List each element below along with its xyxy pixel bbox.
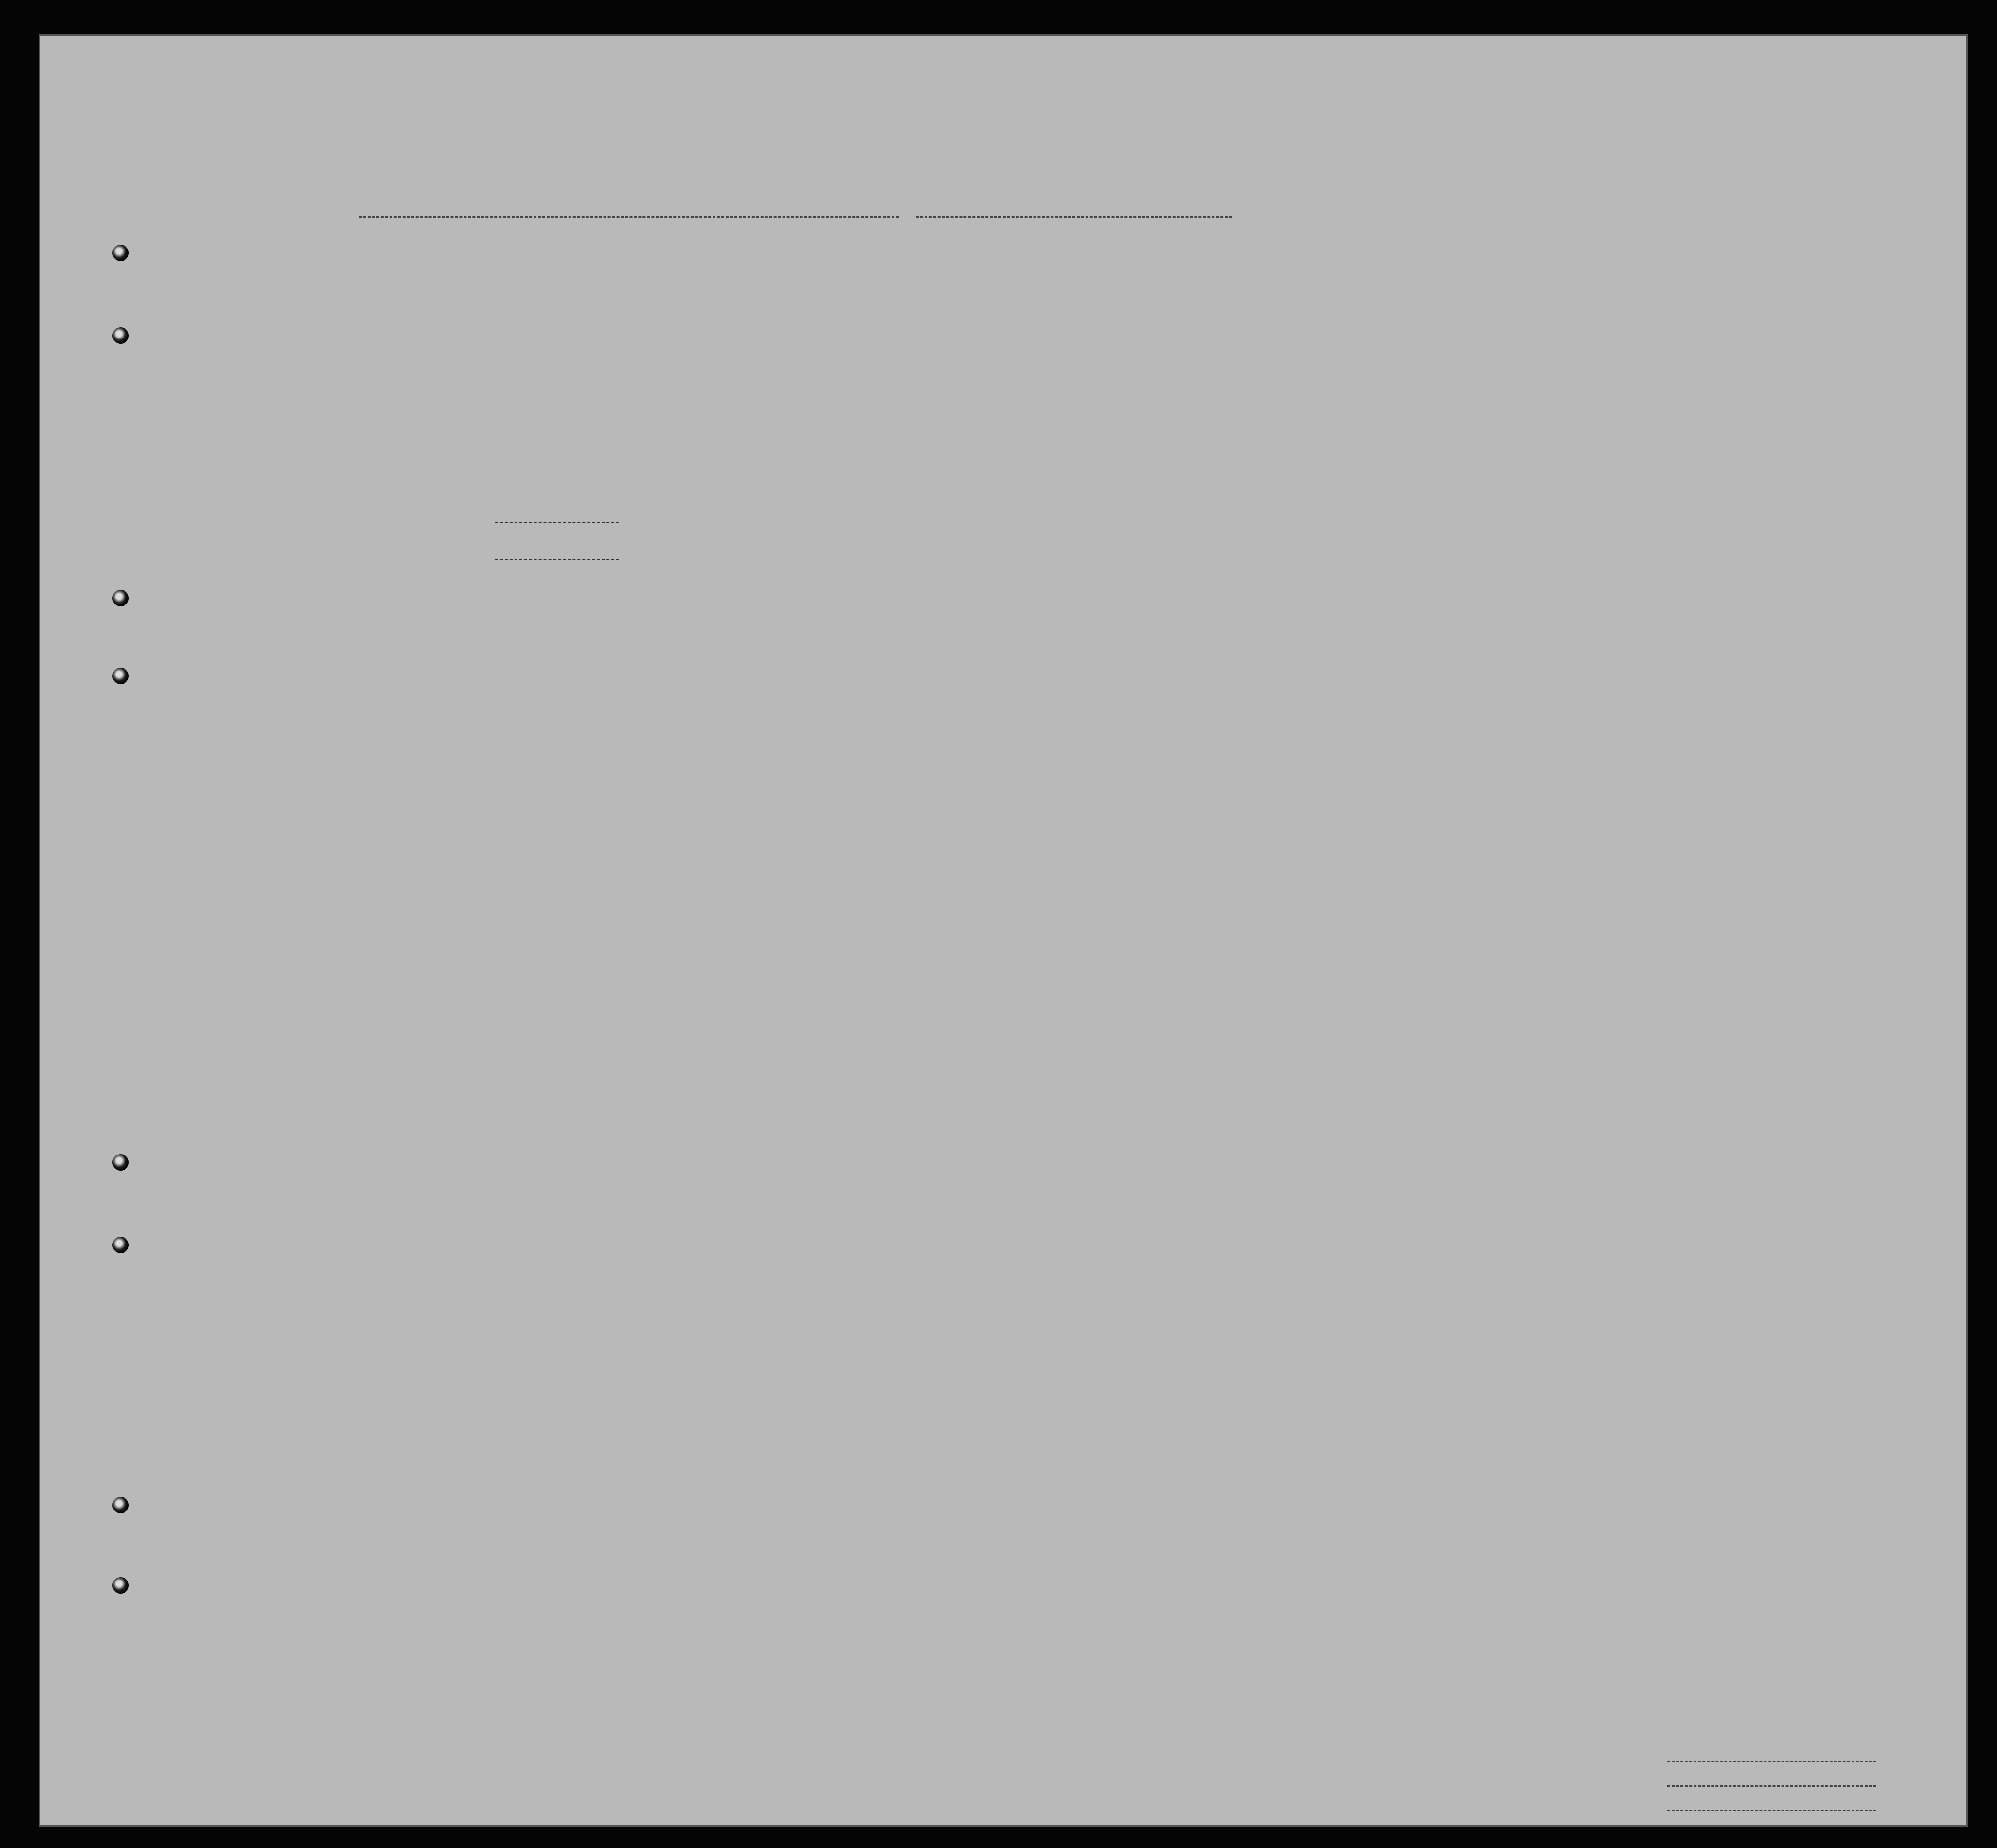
- punch-hole: [112, 245, 129, 261]
- table-grid: [40, 36, 1966, 1825]
- agents-value: [1667, 1810, 1876, 1811]
- punch-hole: [112, 590, 129, 606]
- dash-filler: [495, 552, 619, 560]
- punch-hole: [112, 1154, 129, 1171]
- punch-hole: [112, 1577, 129, 1594]
- punch-hole: [112, 327, 129, 344]
- dash-filler: [495, 515, 619, 523]
- agents-row: [1667, 1798, 1876, 1815]
- punch-hole: [112, 1237, 129, 1253]
- manifest-sheet: [39, 34, 1968, 1827]
- date-field: [916, 216, 1232, 218]
- punch-hole: [112, 1497, 129, 1513]
- line-row: [1667, 1750, 1876, 1766]
- owners-row: [1667, 1774, 1876, 1791]
- port-field: [359, 216, 899, 218]
- line-value: [1667, 1761, 1876, 1762]
- punch-hole: [112, 668, 129, 684]
- owners-value: [1667, 1785, 1876, 1787]
